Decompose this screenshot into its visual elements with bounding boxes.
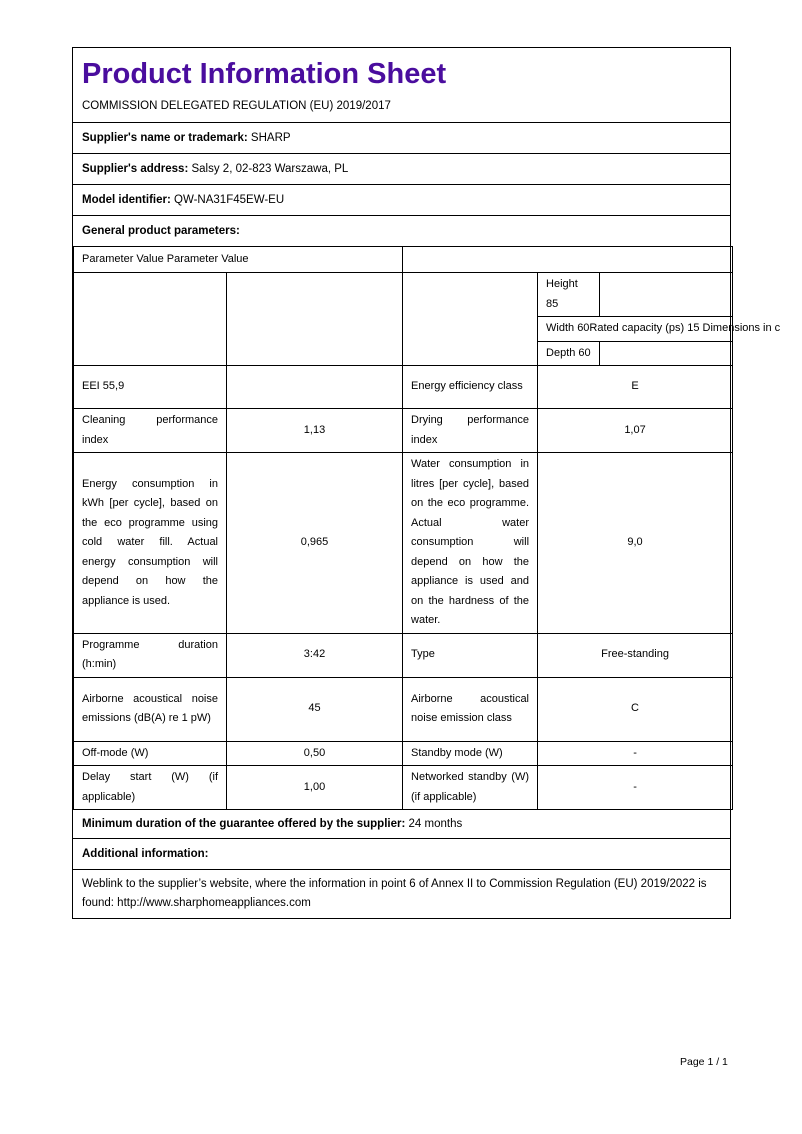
value-cell: E (538, 366, 733, 409)
additional-info-label: Additional information: (82, 848, 209, 860)
parameter-cell: Off-mode (W) (74, 741, 227, 766)
parameter-cell: Networked standby (W) (if applicable) (403, 766, 538, 810)
value-cell: 1,07 (538, 409, 733, 453)
value-cell: Free-standing (538, 633, 733, 677)
parameter-cell: Type (403, 633, 538, 677)
value-cell: C (538, 677, 733, 741)
table-row-eei (74, 366, 733, 409)
value-cell: 9,0 (538, 453, 733, 634)
table-row-programme-type (74, 633, 733, 677)
page-number: Page 1 / 1 (680, 1056, 728, 1068)
dimensions-empty-cell-2 (227, 273, 403, 366)
supplier-address-value: Salsy 2, 02-823 Warszawa, PL (191, 163, 349, 175)
table-row-delay-networked (74, 766, 733, 810)
supplier-address-label: Supplier's address: (82, 163, 189, 175)
general-parameters-row (73, 216, 730, 246)
table-header-cell: Parameter Value Parameter Value (74, 247, 403, 273)
parameter-cell: Delay start (W) (if applicable) (74, 766, 227, 810)
parameter-cell: Cleaning performance index (74, 409, 227, 453)
value-cell: 1,13 (227, 409, 403, 453)
parameter-cell: EEI 55,9 (74, 366, 227, 409)
model-identifier-label: Model identifier: (82, 194, 171, 206)
parameter-cell: Airborne acoustical noise emissions (dB(A) re 1 pW) (74, 677, 227, 741)
parameter-cell: Airborne acoustical noise emission class (403, 677, 538, 741)
dimension-depth-empty-cell (600, 341, 733, 366)
value-cell: 0,965 (227, 453, 403, 634)
product-information-sheet (72, 47, 781, 919)
dimensions-empty-cell-3 (403, 273, 538, 366)
dimension-depth-cell: Depth 60 (538, 341, 600, 366)
supplier-name-label: Supplier's name or trademark: (82, 132, 248, 144)
value-cell: 45 (227, 677, 403, 741)
value-cell: - (538, 766, 733, 810)
value-cell: 0,50 (227, 741, 403, 766)
parameter-cell: Drying performance index (403, 409, 538, 453)
parameter-cell: Standby mode (W) (403, 741, 538, 766)
parameter-cell: Water consumption in litres [per cycle], based on the eco programme. Actual water consumption will depend on how the appliance is used and on the hardness of the water. (403, 453, 538, 634)
table-header-empty-cell (403, 247, 733, 273)
table-row-cleaning (74, 409, 733, 453)
guarantee-row (73, 810, 730, 839)
table-row-energy-water (74, 453, 733, 634)
title-block (73, 48, 730, 123)
value-cell (227, 366, 403, 409)
dimensions-empty-cell-1 (74, 273, 227, 366)
dimension-row-height (74, 273, 733, 317)
regulation-subtitle: COMMISSION DELEGATED REGULATION (EU) 2019/2017 (82, 99, 391, 112)
general-parameters-label: General product parameters: (82, 225, 240, 237)
dimension-height-cell: Height 85 (538, 273, 600, 317)
guarantee-value: 24 months (408, 818, 463, 830)
guarantee-label: Minimum duration of the guarantee offered by the supplier: (82, 818, 406, 830)
parameter-cell: Energy efficiency class (403, 366, 538, 409)
parameter-cell: Energy consumption in kWh [per cycle], based on the eco programme using cold water fill. Actual energy consumption will depend on how the appliance is used. (74, 453, 227, 634)
table-row-noise (74, 677, 733, 741)
table-row-offmode-standby (74, 741, 733, 766)
dimension-height-empty-cell (600, 273, 733, 317)
supplier-name-value: SHARP (250, 132, 291, 144)
table-header-row (74, 247, 733, 273)
additional-info-row (73, 839, 730, 870)
value-cell: 3:42 (227, 633, 403, 677)
dimension-width-cell: Width 60Rated capacity (ps) 15 Dimensions in c (538, 317, 733, 342)
parameters-table (73, 246, 781, 810)
weblink-row: Weblink to the supplier’s website, where the information in point 6 of Annex II to Commission Regulation (EU) 2019/2022 is found: http://www.sharphomeappliances.com (82, 878, 707, 909)
parameter-cell: Programme duration (h:min) (74, 633, 227, 677)
value-cell: - (538, 741, 733, 766)
model-identifier-value: QW-NA31F45EW-EU (174, 194, 285, 206)
supplier-name-row (73, 123, 730, 154)
model-identifier-row (73, 185, 730, 216)
page-title: Product Information Sheet (82, 58, 447, 90)
value-cell: 1,00 (227, 766, 403, 810)
supplier-address-row (73, 154, 730, 185)
